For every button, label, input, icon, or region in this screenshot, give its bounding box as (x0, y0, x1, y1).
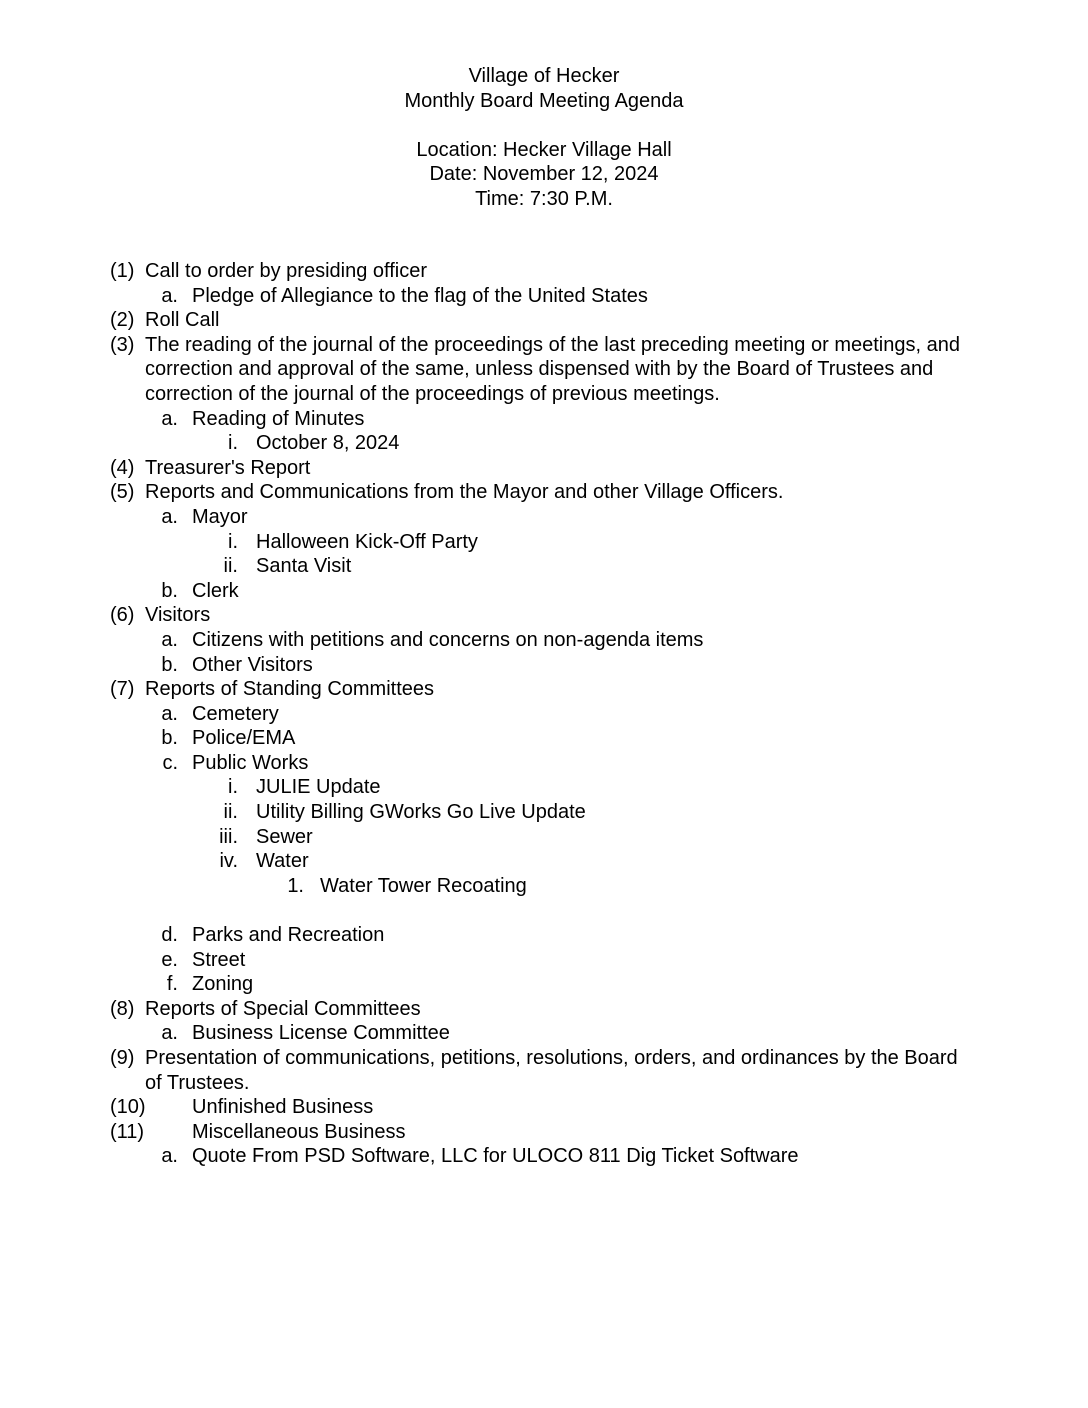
list-item: (7) Reports of Standing Committees (110, 678, 435, 701)
list-item: (4) Treasurer's Report (110, 456, 311, 479)
meeting-subtitle: Monthly Board Meeting Agenda (404, 89, 684, 112)
list-item: iii. Sewer (219, 825, 313, 848)
list-item: a. Business License Committee (161, 1022, 450, 1045)
list-item: (3) The reading of the journal of the proceedings of the last preceding meeting or meetings, and (110, 333, 960, 356)
list-item: (2) Roll Call (110, 309, 220, 332)
agenda-list (0, 259, 1088, 1169)
list-item: b. Clerk (161, 579, 239, 602)
list-item: correction of the journal of the proceedings of previous meetings. (145, 382, 720, 405)
list-item: i. October 8, 2024 (228, 432, 400, 455)
village-title: Village of Hecker (468, 65, 620, 87)
list-item: a. Citizens with petitions and concerns on non-agenda items (161, 628, 704, 651)
agenda-header (0, 64, 1088, 212)
list-item: a. Mayor (161, 505, 248, 528)
list-item: (6) Visitors (110, 604, 211, 627)
list-item: (1) Call to order by presiding officer (110, 260, 427, 282)
list-item: b. Other Visitors (161, 653, 313, 676)
list-item: c. Public Works (162, 751, 309, 774)
list-item: a. Reading of Minutes (161, 407, 365, 430)
list-item: iv. Water (219, 850, 309, 873)
list-item: a. Pledge of Allegiance to the flag of the United States (161, 284, 648, 307)
list-item: a. Cemetery (161, 702, 279, 725)
list-item: correction and approval of the same, unless dispensed with by the Board of Trustees and (145, 358, 934, 381)
list-item: f. Zoning (166, 973, 254, 996)
meeting-date: Date: November 12, 2024 (429, 163, 659, 186)
list-item: i. JULIE Update (228, 776, 381, 799)
list-item: (8) Reports of Special Committees (110, 997, 421, 1020)
list-item: (9) Presentation of communications, petitions, resolutions, orders, and ordinances by the Board (110, 1047, 958, 1069)
list-item: 1. Water Tower Recoating (287, 874, 527, 897)
list-item: e. Street (161, 948, 246, 971)
list-item: b. Police/EMA (161, 727, 296, 750)
list-item: ii. Utility Billing GWorks Go Live Update (223, 801, 586, 824)
list-item: a. Quote From PSD Software, LLC for ULOCO 811 Dig Ticket Software (161, 1145, 799, 1168)
meeting-location: Location: Hecker Village Hall (416, 138, 672, 161)
list-item: (10) Unfinished Business (110, 1096, 374, 1119)
meeting-time: Time: 7:30 P.M. (475, 187, 613, 210)
list-item: of Trustees. (145, 1071, 250, 1094)
list-item: ii. Santa Visit (223, 555, 352, 578)
list-item: i. Halloween Kick-Off Party (228, 530, 478, 553)
list-item: (5) Reports and Communications from the Mayor and other Village Officers. (110, 481, 784, 504)
list-item: d. Parks and Recreation (161, 924, 385, 947)
list-item: (11) Miscellaneous Business (110, 1120, 406, 1143)
